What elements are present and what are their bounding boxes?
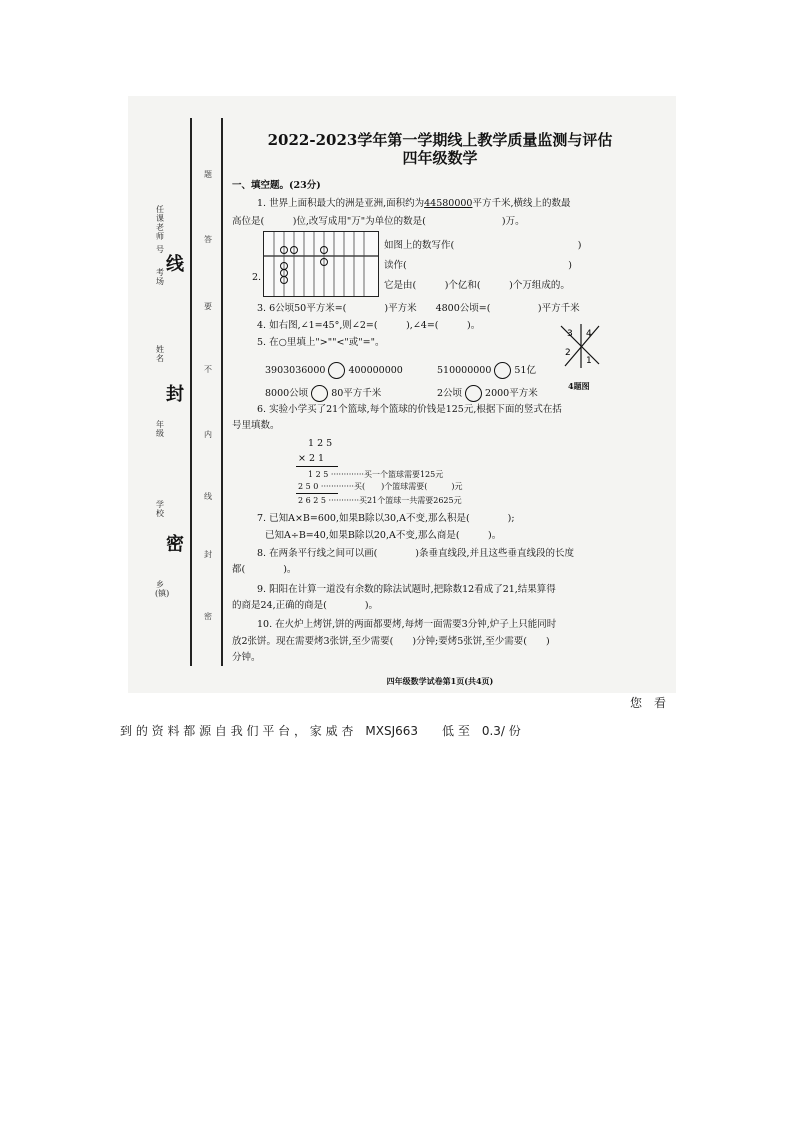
q4: 4. 如右图,∠1=45°,则∠2=( ),∠4=( )。 [257,320,481,331]
q4-fig-caption: 4题图 [568,381,590,391]
q6-v5: 2 6 2 5 ············买21个篮球一共需要2625元 [298,496,462,505]
q2-label: 2. [252,272,262,283]
margin-field-grade: 年级 [156,420,164,438]
q5-a-right: 400000000 [348,365,403,376]
q5-b-circle[interactable] [494,362,511,379]
inner-notice-5: 线 [204,492,212,501]
q5: 5. 在○里填上">""<"或"="。 [257,337,385,348]
q5-row-a-right [437,362,536,379]
seal-char-feng: 封 [166,384,184,405]
abacus-figure [263,231,379,297]
angle-label-1: 1 [586,356,592,366]
q5-c-left: 8000公顷 [265,388,309,399]
q2-read: 读作( ) [384,260,572,271]
q6-rule-1 [296,466,338,467]
q9-line1: 9. 阳阳在计算一道没有余数的除法试题时,把除数12看成了21,结果算得 [257,584,556,595]
margin-line-right [221,118,223,666]
q8-line2: 都( )。 [232,564,297,575]
margin-line-left [190,118,192,666]
exam-subtitle: 四年级数学 [402,149,478,167]
q8-line1: 8. 在两条平行线之间可以画( )条垂直线段,并且这些垂直线段的长度 [257,548,575,559]
notice-line1: 您 看 [630,696,667,710]
angle-figure [555,322,605,370]
inner-notice-7: 密 [204,612,212,621]
q6-line1: 6. 实验小学买了21个篮球,每个篮球的价钱是125元,根据下面的竖式在括 [257,404,562,415]
q1-line2: 高位是( )位,改写成用"万"为单位的数是( )万。 [232,216,525,227]
inner-notice-3: 不 [204,365,212,374]
q5-d-left: 2公顷 [437,388,463,399]
q5-c-circle[interactable] [311,385,328,402]
seal-char-xian: 线 [166,254,184,275]
inner-notice-6: 封 [204,550,212,559]
q6-rule-2 [296,493,338,494]
q5-c-right: 80平方千米 [331,388,382,399]
q9-line2: 的商是24,正确的商是( )。 [232,600,379,611]
q1-text-a: 1. 世界上面积最大的洲是亚洲,面积约为 [257,198,425,209]
margin-field-room: 考场 [156,268,164,286]
q5-b-left: 510000000 [437,365,492,376]
section-one-heading: 一、填空题。(23分) [232,180,321,191]
margin-field-number: 号 [156,245,164,254]
q3: 3. 6公顷50平方米=( )平方米 4800公顷=( )平方千米 [257,303,580,314]
inner-notice-0: 题 [204,170,212,179]
margin-field-name: 姓名 [156,345,164,363]
q6-v2: × 2 1 [298,453,325,464]
q5-a-left: 3903036000 [265,365,326,376]
q5-row-a-left [265,362,403,379]
seal-char-mi: 密 [166,534,184,555]
q10-line2: 放2张饼。现在需要烤3张饼,至少需要( )分钟;要烤5张饼,至少需要( ) [232,636,550,647]
inner-notice-1: 答 [204,235,212,244]
q5-row-b-left [265,385,381,402]
angle-label-2: 2 [565,348,571,358]
notice-line2: 到 的 资 料 都 源 自 我 们 平 台 ， 家 威 杏 MXSJ663 低 至 0.3/ 份 [120,724,521,738]
q2-write: 如图上的数写作( ) [384,240,582,251]
q1-line1 [257,198,571,210]
q7-line1: 7. 已知A×B=600,如果B除以30,A不变,那么积是( ); [257,513,515,524]
inner-notice-2: 要 [204,302,212,311]
q10-line1: 10. 在火炉上烤饼,饼的两面都要烤,每烤一面需要3分钟,炉子上只能同时 [257,619,557,630]
q5-row-b-right [437,385,538,402]
scanned-page [128,96,676,693]
angle-label-4: 4 [586,329,592,339]
page-footer: 四年级数学试卷第1页(共4页) [386,676,494,686]
q10-line3: 分钟。 [232,652,261,663]
q6-v1: 1 2 5 [308,438,333,449]
q5-a-circle[interactable] [328,362,345,379]
q2-made: 它是由( )个亿和( )个万组成的。 [384,280,570,291]
inner-notice-4: 内 [204,430,212,439]
q7-line2: 已知A÷B=40,如果B除以20,A不变,那么商是( )。 [265,530,502,541]
q5-d-right: 2000平方米 [485,388,538,399]
q5-b-right: 51亿 [514,365,536,376]
margin-field-school: 学校 [156,500,164,518]
q1-number: 44580000 [424,198,473,209]
q5-d-circle[interactable] [465,385,482,402]
margin-field-town: 乡(镇) [155,580,170,598]
q6-v4: 2 5 0 ·············买( )个篮球需要( )元 [298,482,463,491]
q6-v3: 1 2 5 ·············买一个篮球需要125元 [308,470,444,479]
margin-field-teacher: 任课老师 [156,205,164,241]
angle-label-3: 3 [567,329,573,339]
q6-line2: 号里填数。 [232,420,280,431]
exam-title: 2022-2023学年第一学期线上教学质量监测与评估 [267,131,613,149]
abacus-svg [264,232,378,296]
q1-text-b: 平方千米,横线上的数最 [472,198,571,209]
